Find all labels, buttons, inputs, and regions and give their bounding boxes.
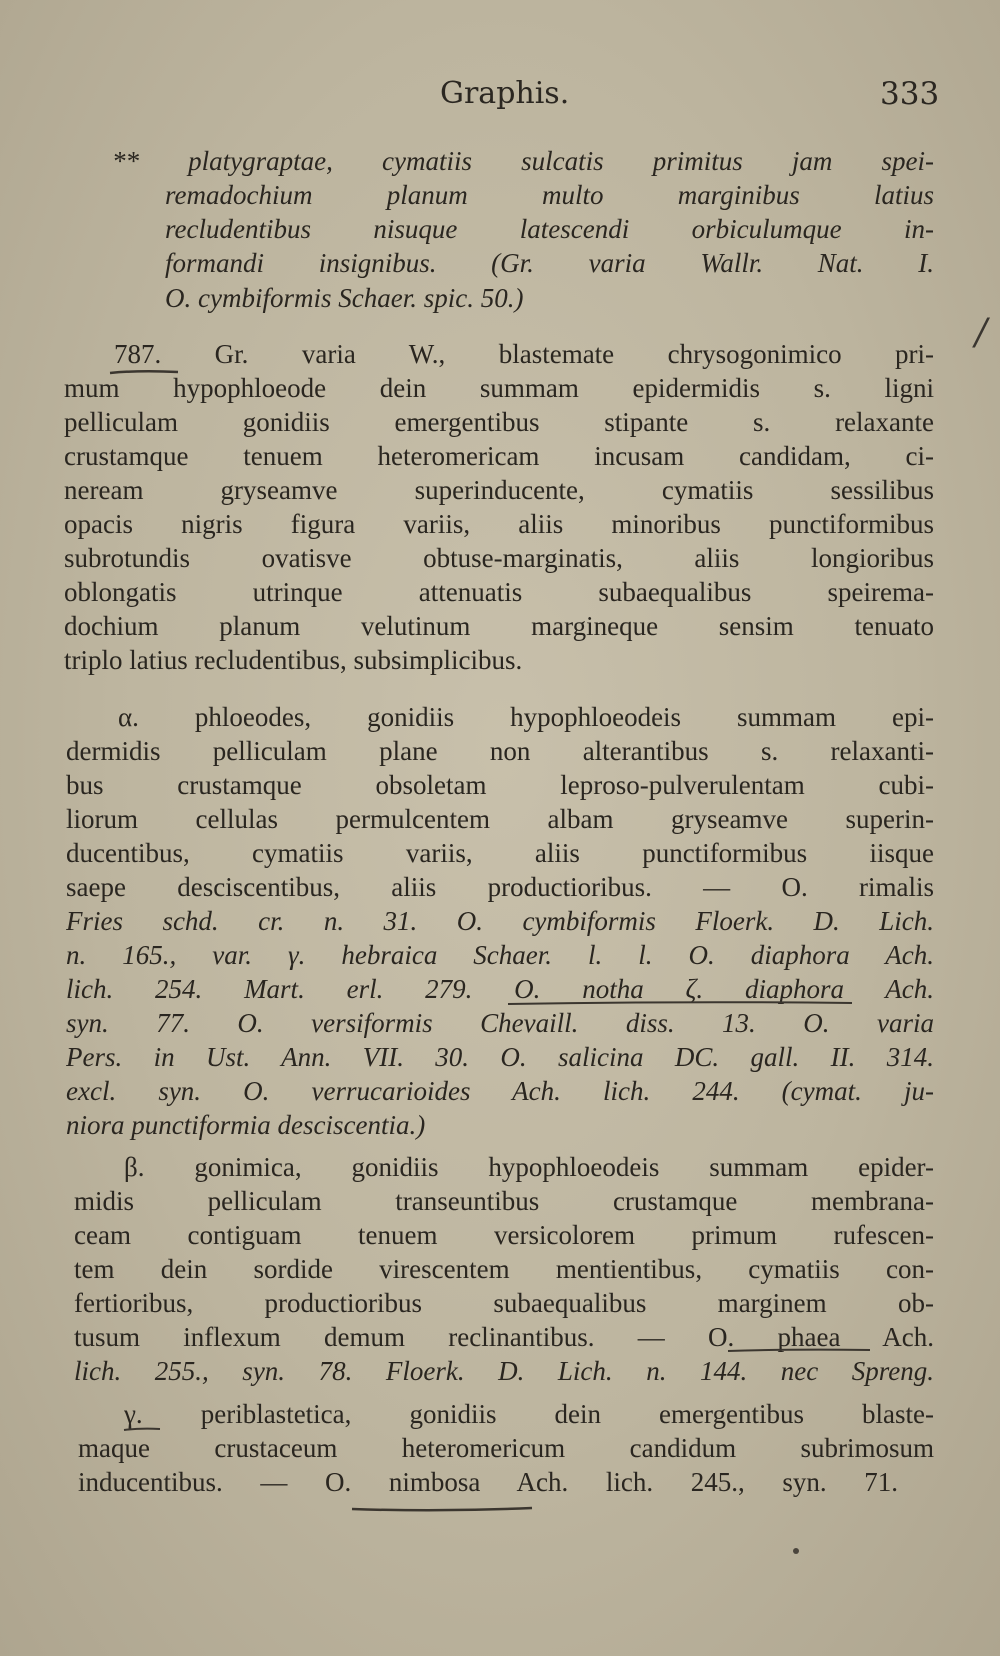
page-number: 333 (880, 76, 940, 112)
underline-gamma (124, 1429, 160, 1430)
text-line: oblongatis utrinque attenuatis subaequalibus speirema- (64, 577, 934, 607)
text-line: n. 165., var. γ. hebraica Schaer. l. l. O. diaphora Ach. (66, 940, 934, 970)
text-line: saepe desciscentibus, aliis productioribus. — O. rimalis (66, 872, 934, 902)
text-line: mum hypophloeode dein summam epidermidis s. ligni (64, 373, 934, 403)
text-line: Fries schd. cr. n. 31. O. cymbiformis Floerk. D. Lich. (66, 906, 934, 936)
text-line: excl. syn. O. verrucarioides Ach. lich. 244. (cymat. ju- (66, 1076, 934, 1106)
text-line: liorum cellulas permulcentem albam gryseamve superin- (66, 804, 934, 834)
ink-speck (793, 1548, 799, 1554)
text-line: opacis nigris figura variis, aliis minoribus punctiformibus (64, 509, 934, 539)
text-line: niora punctiformia desciscentia.) (66, 1110, 426, 1140)
text-line: γ. periblastetica, gonidiis dein emergentibus blaste- (124, 1399, 934, 1429)
running-title: Graphis. (440, 76, 570, 111)
underline-787 (110, 371, 178, 373)
text-line: lich. 255., syn. 78. Floerk. D. Lich. n. 144. nec Spreng. (74, 1356, 934, 1386)
text-line: subrotundis ovatisve obtuse-marginatis, aliis longioribus (64, 543, 934, 573)
underline-nimbosa (352, 1508, 532, 1510)
text-line: ** platygraptae, cymatiis sulcatis primitus jam spei- (112, 146, 934, 176)
text-line: tem dein sordide virescentem mentientibus, cymatiis con- (74, 1254, 934, 1284)
text-line: α. phloeodes, gonidiis hypophloeodeis summam epi- (118, 702, 934, 732)
text-line: β. gonimica, gonidiis hypophloeodeis summam epider- (124, 1152, 934, 1182)
text-line: lich. 254. Mart. erl. 279. O. notha ζ. diaphora Ach. (66, 974, 934, 1004)
text-line: midis pelliculam transeuntibus crustamque membrana- (74, 1186, 934, 1216)
text-line: ducentibus, cymatiis variis, aliis punctiformibus iisque (66, 838, 934, 868)
text-line: remadochium planum multo marginibus latius (165, 180, 934, 210)
text-line: crustamque tenuem heteromericam incusam candidam, ci- (64, 441, 934, 471)
text-line: 787. Gr. varia W., blastemate chrysogonimico pri- (114, 339, 934, 369)
text-line: fertioribus, productioribus subaequalibus marginem ob- (74, 1288, 934, 1318)
text-line: triplo latius recludentibus, subsimplicibus. (64, 645, 523, 675)
text-line: ceam contiguam tenuem versicolorem primum rufescen- (74, 1220, 934, 1250)
text-line: pelliculam gonidiis emergentibus stipante s. relaxante (64, 407, 934, 437)
text-line: dermidis pelliculam plane non alterantibus s. relaxanti- (66, 736, 934, 766)
text-line: Pers. in Ust. Ann. VII. 30. O. salicina DC. gall. II. 314. (66, 1042, 934, 1072)
underline-phaea (728, 1350, 870, 1351)
text-line: neream gryseamve superinducente, cymatiis sessilibus (64, 475, 934, 505)
text-line: O. cymbiformis Schaer. spic. 50.) (165, 283, 524, 313)
text-line: tusum inflexum demum reclinantibus. — O. phaea Ach. (74, 1322, 934, 1352)
text-line: bus crustamque obsoletam leproso-pulverulentam cubi- (66, 770, 934, 800)
underline-notha (508, 1002, 852, 1004)
margin-pencil-mark: / (975, 312, 988, 353)
text-line: syn. 77. O. versiformis Chevaill. diss. 13. O. varia (66, 1008, 934, 1038)
text-line: dochium planum velutinum margineque sensim tenuato (64, 611, 934, 641)
text-line: formandi insignibus. (Gr. varia Wallr. Nat. I. (165, 248, 934, 278)
text-line: inducentibus. — O. nimbosa Ach. lich. 245., syn. 71. (78, 1467, 898, 1497)
text-line: recludentibus nisuque latescendi orbiculumque in- (165, 214, 934, 244)
text-line: maque crustaceum heteromericum candidum subrimosum (78, 1433, 934, 1463)
